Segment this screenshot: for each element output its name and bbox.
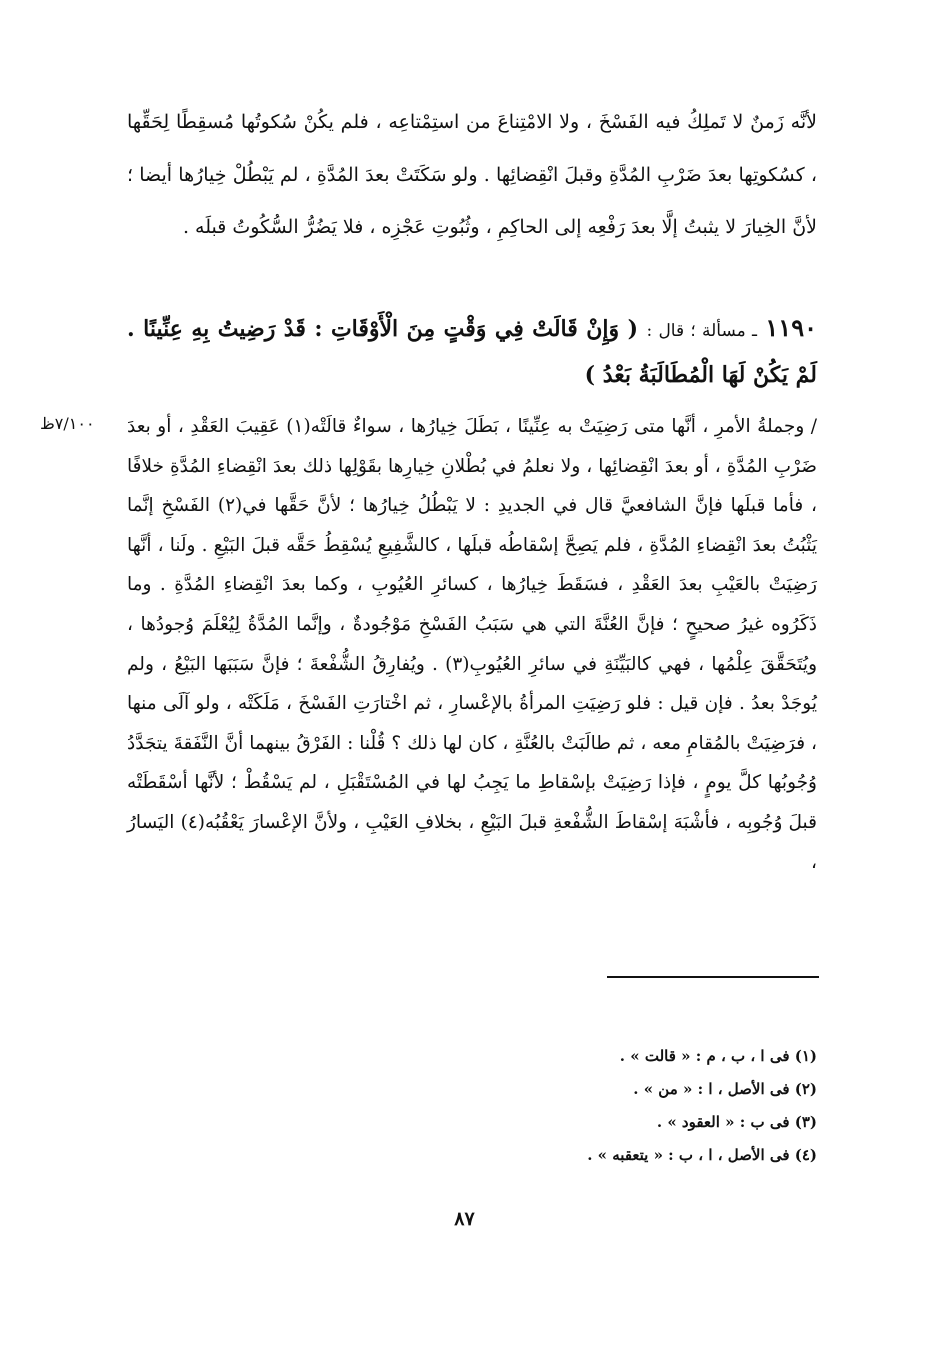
footnote-3: (٣) فى ب : « العقود » . [656,1113,817,1131]
footnote-1: (١) فى ا ، ب ، م : « قالت » . [619,1047,817,1065]
manuscript-folio-marker: ٧/١٠٠ظ [40,414,95,433]
footnote-4: (٤) فى الأصل ، ا ، ب : « يتعقبه » . [587,1146,817,1164]
paragraph-main: / وجملةُ الأمرِ ، أنَّها متى رَضِيَتْ به عِنِّينًا ، بَطَلَ خِيارُها ، سواءٌ قالَتْه(١) عَقِيبَ العَقْدِ ، أو بعدَ ضَرْبِ المُدَّةِ ، أو بعدَ انْقِضائِها ، ولا نعلمُ في بُطْلانِ خِيارِها بقَوْلِها ذلك بعدَ انْقِضاءِ المُدَّةِ خلافًا ، فأما قبلَها فإنَّ الشافعيَّ قال في الجديدِ : لا يَبْطُلُ خِيارُها ؛ لأنَّ حَقَّها في(٢) الفَسْخِ إنَّما يَثْبُتُ بعدَ انْقِضاءِ المُدَّةِ ، فلم يَصِحَّ إسْقاطُه قبلَها ، كالشَّفِيعِ يُسْقِطُ حَقَّه قبلَ البَيْعِ . ولَنا ، أنَّها رَضِيَتْ بالعَيْبِ بعدَ العَقْدِ ، فسَقَطَ خِيارُها ، كسائرِ العُيُوبِ ، وكما بعدَ انْقِضاءِ المُدَّةِ . وما ذَكَرُوه غيرُ صحيحٍ ؛ فإنَّ العُنَّةَ التي هي سَبَبُ الفَسْخِ مَوْجُودةٌ ، وإنَّما المُدَّةُ لِيُعْلَمَ وُجودُها ، ويُتَحَقَّقَ عِلْمُها ، فهي كالبَيِّنَةِ في سائرِ العُيُوبِ(٣) . ويُفارِقُ الشُّفْعةَ ؛ فإنَّ سَبَبَها البَيْعُ ، ولم يُوجَدْ بعدُ . فإن قيل : فلو رَضِيَتِ المرأةُ بالإعْسارِ ، ثم اخْتارَتِ الفَسْخَ ، مَلَكَتْه ، ولو آلَى منها ، فرَضِيَتْ بالمُقامِ معه ، ثم طالَبَتْ بالعُنَّةِ ، كان لها ذلك ؟ قُلْنا : الفَرْقُ بينهما أنَّ النَّفَقةَ يتجَدَّدُ وُجُوبُها كلَّ يومٍ ، فإذا رَضِيَتْ بإسْقاطِ ما يَجِبُ لها في المُسْتَقْبَلِ ، لم يَسْقُطْ ؛ لأنَّها أسْقَطَتْه قبلَ وُجُوبِه ، فأشْبَهَ إسْقاطَ الشُّفْعةِ قبلَ البَيْعِ ، بخلافِ العَيْبِ ، ولأنَّ الإعْسارَ يَعْقُبُه(٤) اليَسارُ ، [127,416,817,873]
section-label: ـ مسألة ؛ قال : [646,321,757,341]
section-heading [127,306,817,397]
page-number: ٨٧ [454,1208,475,1230]
section-quote: ( وَإِنْ قَالَتْ فِي وَقْتٍ مِنَ الْأَوْقَاتِ : قَدْ رَضِيتُ بِهِ عِنِّينًا . لَمْ يَكُنْ لَهَا الْمُطَالَبَةُ بَعْدُ ) [127,316,817,388]
footnotes [127,1040,817,1172]
paragraph-continuation: لأنَّه زَمنٌ لا تَملِكُ فيه الفَسْخَ ، ولا الامْتِناعَ من استِمْتاعِه ، فلم يكُنْ سُكوتُها مُسقِطًا لِحَقِّها ، كسُكوتِها بعدَ ضَرْبِ المُدَّةِ وقبلَ انْقِضائِها . ولو سَكَتَتْ بعدَ المُدَّةِ ، لم يَبْطُلْ خِيارُها أيضا ؛ لأنَّ الخِيارَ لا يثبتُ إلَّا بعدَ رَفْعِه إلى الحاكِمِ ، وثُبُوتِ عَجْزِه ، فلا يَضُرُّ السُّكُوتُ قبلَه . [127,111,817,238]
section-number: ١١٩٠ [765,313,817,342]
footnote-2: (٢) فى الأصل ، ا : « من » . [633,1080,817,1098]
footnote-divider [607,976,819,978]
